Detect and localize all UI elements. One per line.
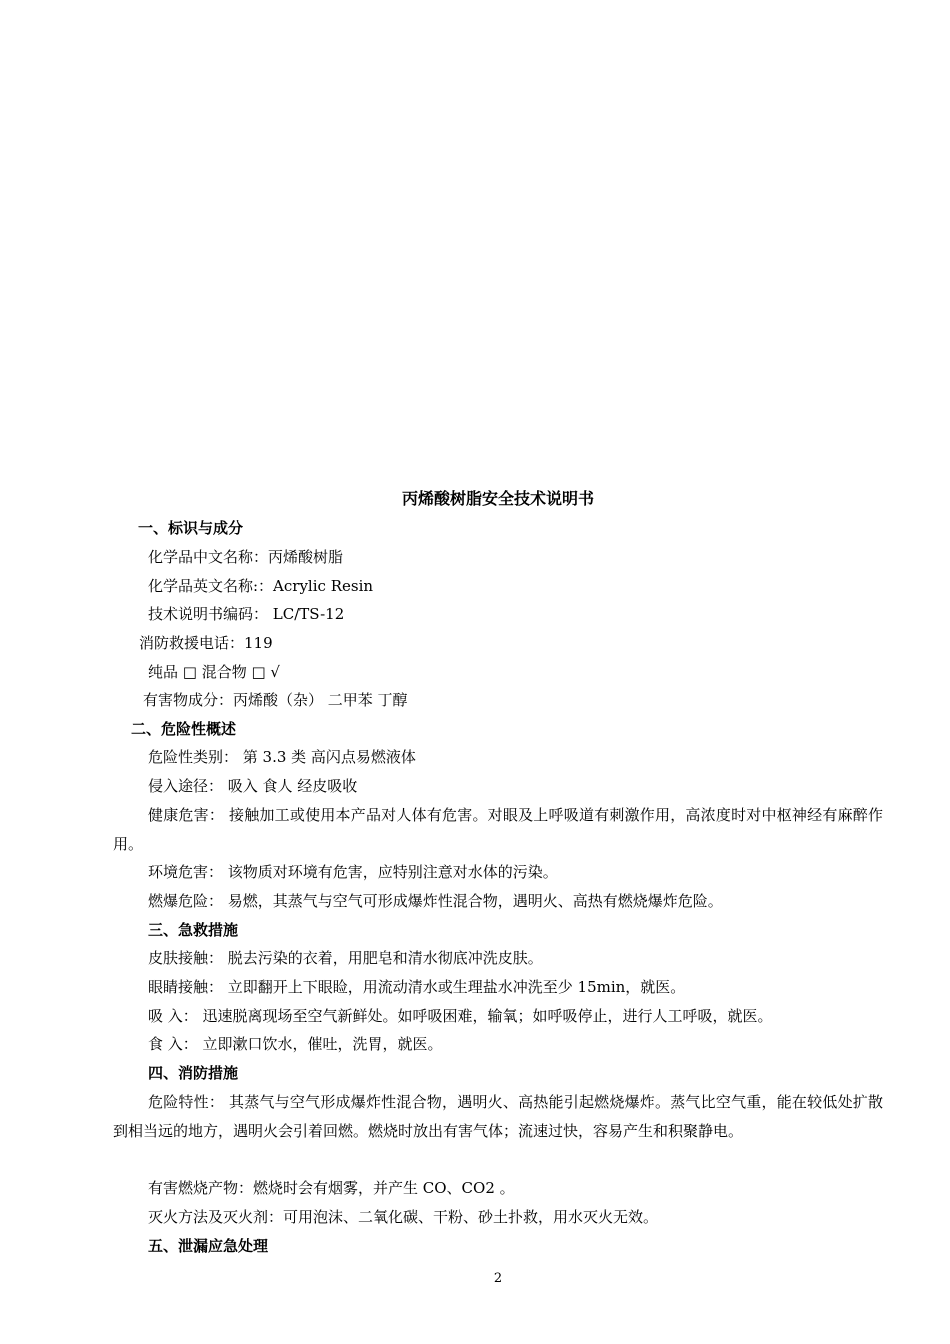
section-1-heading: 一、标识与成分: [138, 519, 244, 537]
entry-route-line: 侵入途径： 吸入 食人 经皮吸收: [148, 777, 358, 795]
chinese-name-line: 化学品中文名称：丙烯酸树脂: [148, 548, 344, 566]
english-name-line: 化学品英文名称:：Acrylic Resin: [148, 577, 374, 595]
fire-explosion-hazard-line: 燃爆危险： 易燃，其蒸气与空气可形成爆炸性混合物，遇明火、高热有燃烧爆炸危险。: [148, 892, 723, 910]
purity-checkbox-line: 纯品 □ 混合物 □ √: [148, 663, 280, 681]
hazard-components-line: 有害物成分：丙烯酸（杂） 二甲苯 丁醇: [143, 691, 408, 709]
extinguishing-method-line: 灭火方法及灭火剂：可用泡沫、二氧化碳、干粉、砂土扑救，用水灭火无效。: [148, 1208, 659, 1226]
environment-hazard-line: 环境危害： 该物质对环境有危害，应特别注意对水体的污染。: [148, 863, 558, 881]
combustion-products-line: 有害燃烧产物：燃烧时会有烟雾，并产生 CO、CO2 。: [148, 1179, 515, 1197]
fire-hazard-paragraph: 危险特性： 其蒸气与空气形成爆炸性混合物，遇明火、高热能引起燃烧爆炸。蒸气比空气重，能在较低处扩散到相当远的地方，遇明火会引着回燃。燃烧时放出有害气体；流速过快，容易产生和积聚静电。: [113, 1093, 883, 1140]
document-title: 丙烯酸树脂安全技术说明书: [401, 489, 594, 508]
inhalation-line: 吸 入： 迅速脱离现场至空气新鲜处。如呼吸困难，输氧；如呼吸停止，进行人工呼吸，就医。: [148, 1007, 773, 1025]
page-number: 2: [493, 1271, 503, 1286]
section-4-heading: 四、消防措施: [148, 1064, 239, 1082]
section-2-heading: 二、危险性概述: [131, 720, 237, 738]
emergency-phone-line: 消防救援电话：119: [139, 634, 273, 652]
eye-contact-line: 眼睛接触： 立即翻开上下眼睑，用流动清水或生理盐水冲洗至少 15min，就医。: [148, 978, 686, 996]
section-5-heading: 五、泄漏应急处理: [148, 1237, 269, 1255]
health-hazard-paragraph: 健康危害： 接触加工或使用本产品对人体有危害。对眼及上呼吸道有刺激作用，高浓度时对中枢神经有麻醉作用。: [113, 806, 883, 853]
hazard-category-line: 危险性类别： 第 3.3 类 高闪点易燃液体: [148, 748, 416, 766]
skin-contact-line: 皮肤接触： 脱去污染的衣着，用肥皂和清水彻底冲洗皮肤。: [148, 949, 543, 967]
section-3-heading: 三、急救措施: [148, 921, 239, 939]
document-code-line: 技术说明书编码： LC/TS-12: [148, 605, 345, 623]
ingestion-line: 食 入： 立即漱口饮水，催吐，洗胃，就医。: [148, 1035, 443, 1053]
